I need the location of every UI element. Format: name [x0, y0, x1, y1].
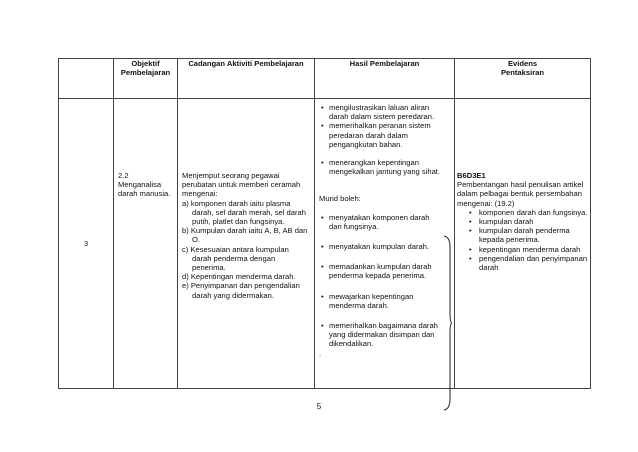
list-item: d) Kepentingan menderma darah. — [182, 272, 296, 282]
table-header-row — [59, 59, 591, 99]
header-objective: Objektif Pembelajaran — [114, 59, 178, 99]
list-item: • menyatakan komponen darah dan fungsinya. — [321, 212, 430, 231]
list-item: • memerihalkan bagaimana darah yang didermakan disimpan dan dikendalikan. — [321, 321, 438, 349]
list-item: • memadankan kumpulan darah penderma kepada penerima. — [321, 262, 432, 281]
activity-cell: Menjemput seorang pegawai perubatan untuk memberi ceramah mengenai: a) komponen darah iaitu plasma darah, sel darah merah, sel darah putih, platlet dan fungsinya. b) Kumpulan darah iaitu A, B, AB dan O. c) Kesesuaian antara kumpulan darah penderma dengan penerima. d) Kepentingan menderma darah. e) Penyimpanan dan pengendalian darah yang didermakan. — [178, 99, 315, 389]
outcome-end: . — [319, 348, 322, 358]
list-item: e) Penyimpanan dan pengendalian darah yang didermakan. — [182, 281, 300, 300]
list-item: • memerihalkan peranan sistem peredaran darah dalam pengangkutan bahan. — [321, 121, 431, 149]
row-number: 3 — [59, 99, 114, 389]
brace-icon — [443, 235, 453, 411]
bullet-icon: • — [321, 291, 324, 301]
outcome-list — [319, 213, 443, 349]
evidence-list — [457, 208, 588, 272]
header-activity: Cadangan Aktiviti Pembelajaran — [178, 59, 315, 99]
bullet-icon: • — [469, 244, 472, 254]
outcome-top-list — [319, 103, 450, 149]
list-item: • kumpulan darah penderma kepada penerima. — [469, 226, 570, 245]
list-item: • kumpulan darah — [469, 217, 534, 227]
bullet-icon: • — [469, 217, 472, 227]
page-number: 5 — [316, 402, 322, 411]
evidence-cell — [455, 99, 591, 389]
bullet-icon: • — [321, 242, 324, 252]
list-item: • komponen darah dan fungsinya. — [469, 207, 588, 217]
evidence-code: B6D3E1 — [457, 171, 486, 180]
lesson-plan-table — [58, 58, 591, 389]
bullet-icon: • — [321, 121, 324, 131]
bullet-icon: • — [469, 207, 472, 217]
outcome-mid: • menerangkan kepentingan mengekalkan jantung yang sihat. — [321, 158, 441, 177]
bullet-icon: • — [469, 226, 472, 236]
list-item: c) Kesesuaian antara kumpulan darah penderma dengan penerima. — [182, 244, 289, 273]
bullet-icon: • — [321, 212, 324, 222]
outcome-cell — [315, 99, 455, 389]
activity-list — [182, 199, 310, 300]
list-item: • pengendalian dan penyimpanan darah — [469, 253, 588, 273]
list-item: b) Kumpulan darah iaitu A, B, AB dan O. — [182, 226, 308, 245]
list-item: • mengilustrasikan laluan aliran darah dalam sistem peredaran. — [321, 103, 435, 122]
list-item: • menyatakan kumpulan darah. — [321, 242, 430, 252]
bullet-icon: • — [321, 103, 324, 112]
evidence-desc: Pembentangan hasil penulisan artikel dalam pelbagai bentuk persembahan mengenai: (19.2) — [457, 180, 584, 208]
bullet-icon: • — [469, 253, 472, 263]
list-item: • kepentingan menderma darah — [469, 244, 581, 254]
list-item: • mewajarkan kepentingan menderma darah. — [321, 291, 414, 310]
header-outcome: Hasil Pembelajaran — [315, 59, 455, 99]
bullet-icon: • — [321, 262, 324, 272]
header-number — [59, 59, 114, 99]
bullet-icon: • — [321, 321, 324, 331]
header-evidence: Evidens Pentaksiran — [455, 59, 591, 99]
list-item: a) komponen darah iaitu plasma darah, sel darah merah, sel darah putih, platlet dan fungsinya. — [182, 198, 306, 227]
table-row — [59, 99, 591, 389]
murid-boleh: Murid boleh: — [319, 194, 361, 204]
objective-cell: 2.2 Menganalisa darah manusia. — [114, 99, 178, 389]
